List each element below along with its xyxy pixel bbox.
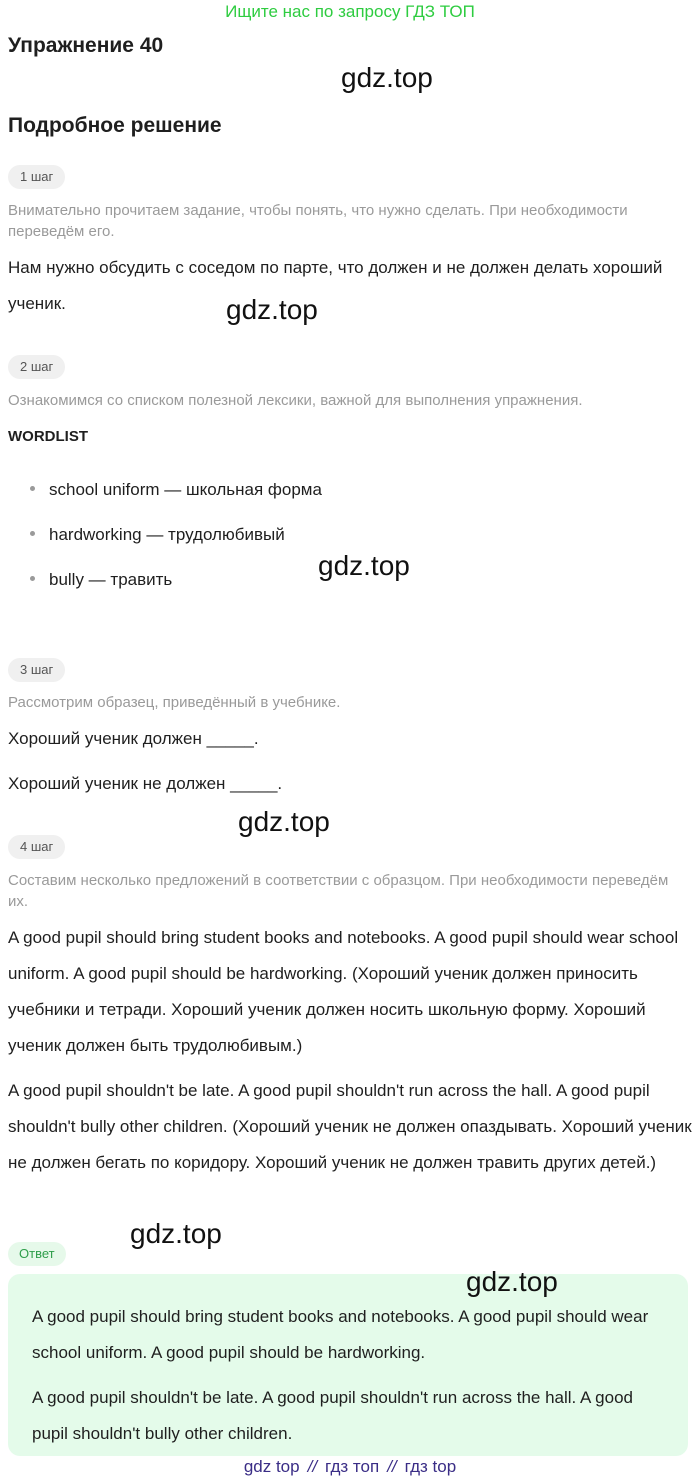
list-item: school uniform — школьная форма xyxy=(30,478,322,502)
wordlist-title: WORDLIST xyxy=(8,428,88,445)
list-item: hardworking — трудолюбивый xyxy=(30,523,285,547)
bullet-icon xyxy=(30,486,35,491)
watermark: gdz.top xyxy=(466,1266,558,1297)
answer-badge: Ответ xyxy=(8,1242,66,1266)
solution-title: Подробное решение xyxy=(8,114,222,137)
step-3-line-1: Хороший ученик должен _____. xyxy=(8,729,259,748)
step-4-paragraph-1: A good pupil should bring student books and notebooks. A good pupil should wear school uniform. A good pupil should be hardworking. (Хороший ученик должен приносить учебники и тетради. Хороший ученик должен носить школьную форму. Хороший ученик должен быть трудолюбивым.) xyxy=(8,928,679,1055)
footer-link-2[interactable]: гдз топ xyxy=(325,1457,380,1476)
footer-link-3[interactable]: гдз top xyxy=(404,1457,457,1476)
step-4-badge: 4 шаг xyxy=(8,835,65,859)
step-4-hint: Составим несколько предложений в соответствии с образцом. При необходимости переведём их. xyxy=(8,872,669,910)
list-item: bully — травить xyxy=(30,568,172,592)
footer-separator: // xyxy=(387,1457,397,1476)
step-1-text: Нам нужно обсудить с соседом по парте, что должен и не должен делать хороший ученик. xyxy=(8,258,663,313)
footer-separator: // xyxy=(307,1457,318,1476)
step-3-badge: 3 шаг xyxy=(8,658,65,682)
watermark: gdz.top xyxy=(318,550,410,581)
step-1-hint: Внимательно прочитаем задание, чтобы понять, что нужно сделать. При необходимости переведём его. xyxy=(8,202,628,240)
bullet-icon xyxy=(30,576,35,581)
step-3-line-2: Хороший ученик не должен _____. xyxy=(8,774,283,793)
step-3-hint: Рассмотрим образец, приведённый в учебнике. xyxy=(8,694,341,711)
answer-paragraph-1: A good pupil should bring student books and notebooks. A good pupil should wear school uniform. A good pupil should be hardworking. xyxy=(32,1307,649,1362)
watermark: gdz.top xyxy=(238,806,330,837)
watermark: gdz.top xyxy=(341,62,433,93)
watermark: gdz.top xyxy=(130,1218,222,1249)
step-4-paragraph-2: A good pupil shouldn't be late. A good pupil shouldn't run across the hall. A good pupil shouldn't bully other children. (Хороший ученик не должен опаздывать. Хороший ученик не должен бегать по коридору. Хороший ученик не должен травить других детей.) xyxy=(8,1081,692,1172)
top-banner: Ищите нас по запросу ГДЗ ТОП xyxy=(225,2,475,21)
answer-paragraph-2: A good pupil shouldn't be late. A good pupil shouldn't run across the hall. A good pupil shouldn't bully other children. xyxy=(32,1388,634,1443)
exercise-title: Упражнение 40 xyxy=(8,34,164,57)
footer xyxy=(0,1456,700,1478)
step-1-badge: 1 шаг xyxy=(8,165,65,189)
bullet-icon xyxy=(30,531,35,536)
step-2-badge: 2 шаг xyxy=(8,355,65,379)
watermark: gdz.top xyxy=(226,294,318,325)
step-2-hint: Ознакомимся со списком полезной лексики, важной для выполнения упражнения. xyxy=(8,392,583,409)
footer-link-1[interactable]: gdz top xyxy=(243,1457,300,1476)
